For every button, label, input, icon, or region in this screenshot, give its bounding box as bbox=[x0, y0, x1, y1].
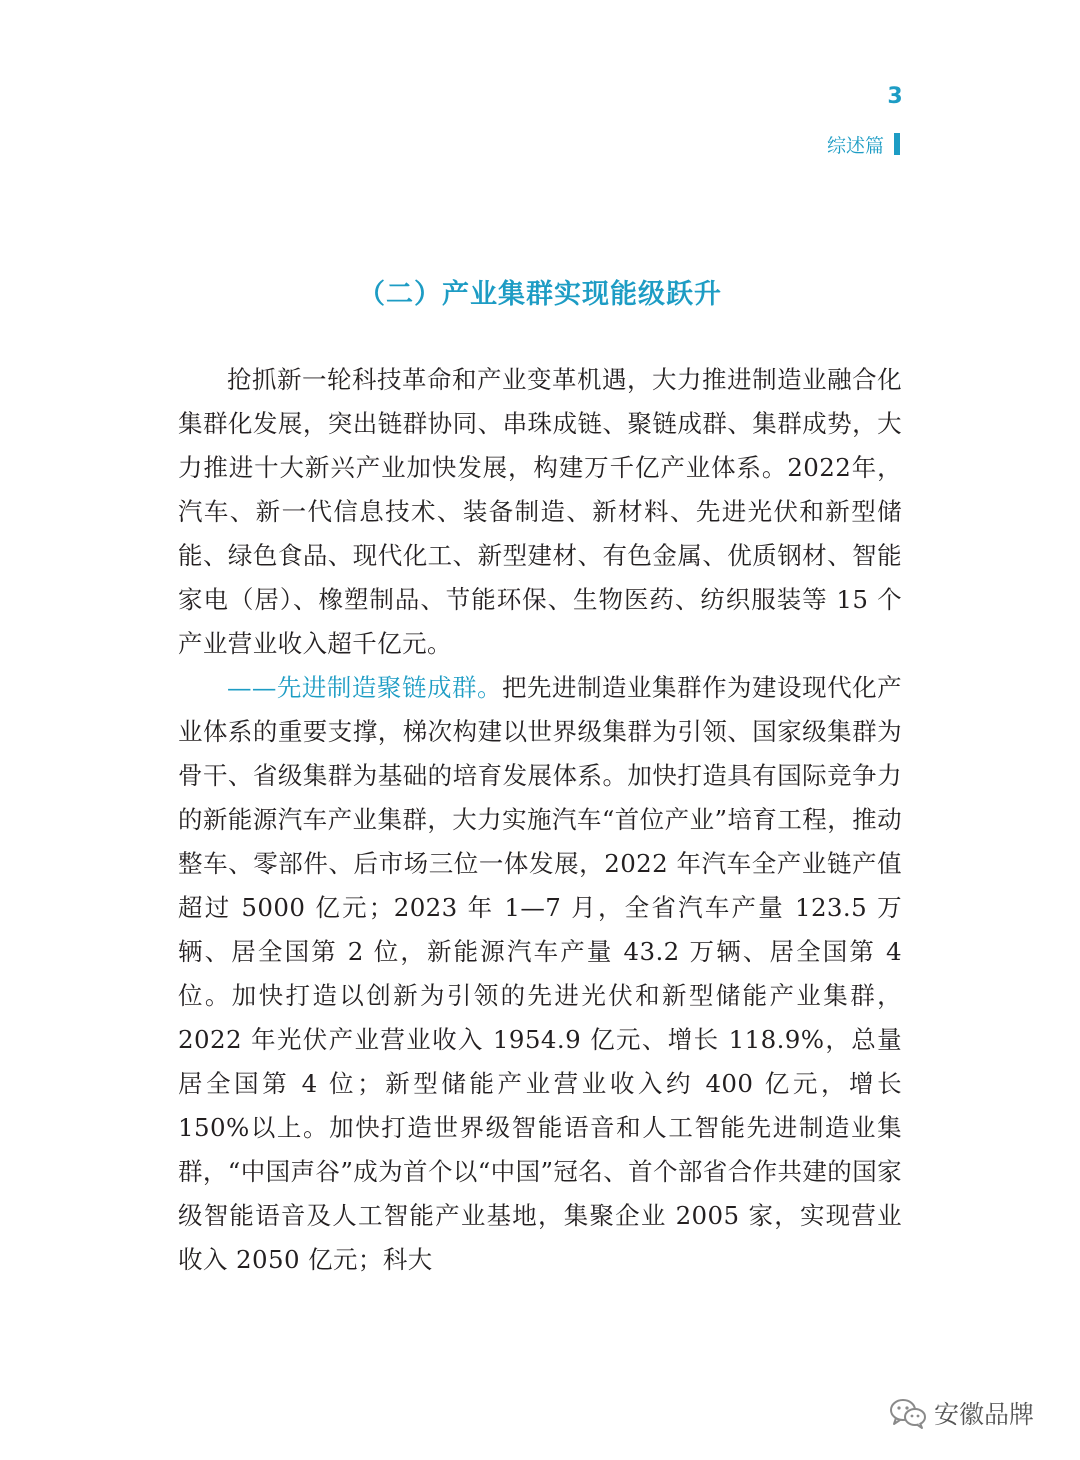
wechat-icon bbox=[888, 1396, 928, 1430]
paragraph-advanced-manufacturing bbox=[178, 666, 902, 1282]
section-heading: （二）产业集群实现能级跃升 bbox=[358, 279, 722, 310]
body-text bbox=[178, 358, 902, 1282]
paragraph-lead: ——先进制造聚链成群。 bbox=[227, 673, 502, 702]
section-tag bbox=[780, 130, 900, 158]
section-label: 综述篇 bbox=[826, 134, 884, 157]
paragraph-intro bbox=[178, 358, 902, 666]
paragraph-body: 抢抓新一轮科技革命和产业变革机遇，大力推进制造业融合化集群化发展，突出链群协同、串珠成链、聚链成群、集群成势，大力推进十大新兴产业加快发展，构建万千亿产业体系。2022年，汽车、新一代信息技术、装备制造、新材料、先进光伏和新型储能、绿色食品、现代化工、新型建材、有色金属、优质钢材、智能家电（居）、橡塑制品、节能环保、生物医药、纺织服装等 15 个产业营业收入超千亿元。 bbox=[178, 365, 902, 658]
section-marker-bar bbox=[894, 133, 900, 155]
page-number: 3 bbox=[887, 84, 903, 109]
watermark bbox=[888, 1393, 1034, 1433]
paragraph-body: 把先进制造业集群作为建设现代化产业体系的重要支撑，梯次构建以世界级集群为引领、国家级集群为骨干、省级集群为基础的培育发展体系。加快打造具有国际竞争力的新能源汽车产业集群，大力实施汽车“首位产业”培育工程，推动整车、零部件、后市场三位一体发展，2022 年汽车全产业链产值超过 5000 亿元；2023 年 1—7 月，全省汽车产量 123.5 万辆、居全国第 2 位，新能源汽车产量 43.2 万辆、居全国第 4 位。加快打造以创新为引领的先进光伏和新型储能产业集群，2022 年光伏产业营业收入 1954.9 亿元、增长 118.9%，总量居全国第 4 位；新型储能产业营业收入约 400 亿元，增长 150%以上。加快打造世界级智能语音和人工智能先进制造业集群，“中国声谷”成为首个以“中国”冠名、首个部省合作共建的国家级智能语音及人工智能产业基地，集聚企业 2005 家，实现营业收入 2050 亿元；科大 bbox=[178, 673, 902, 1274]
watermark-text: 安徽品牌 bbox=[934, 1400, 1035, 1429]
